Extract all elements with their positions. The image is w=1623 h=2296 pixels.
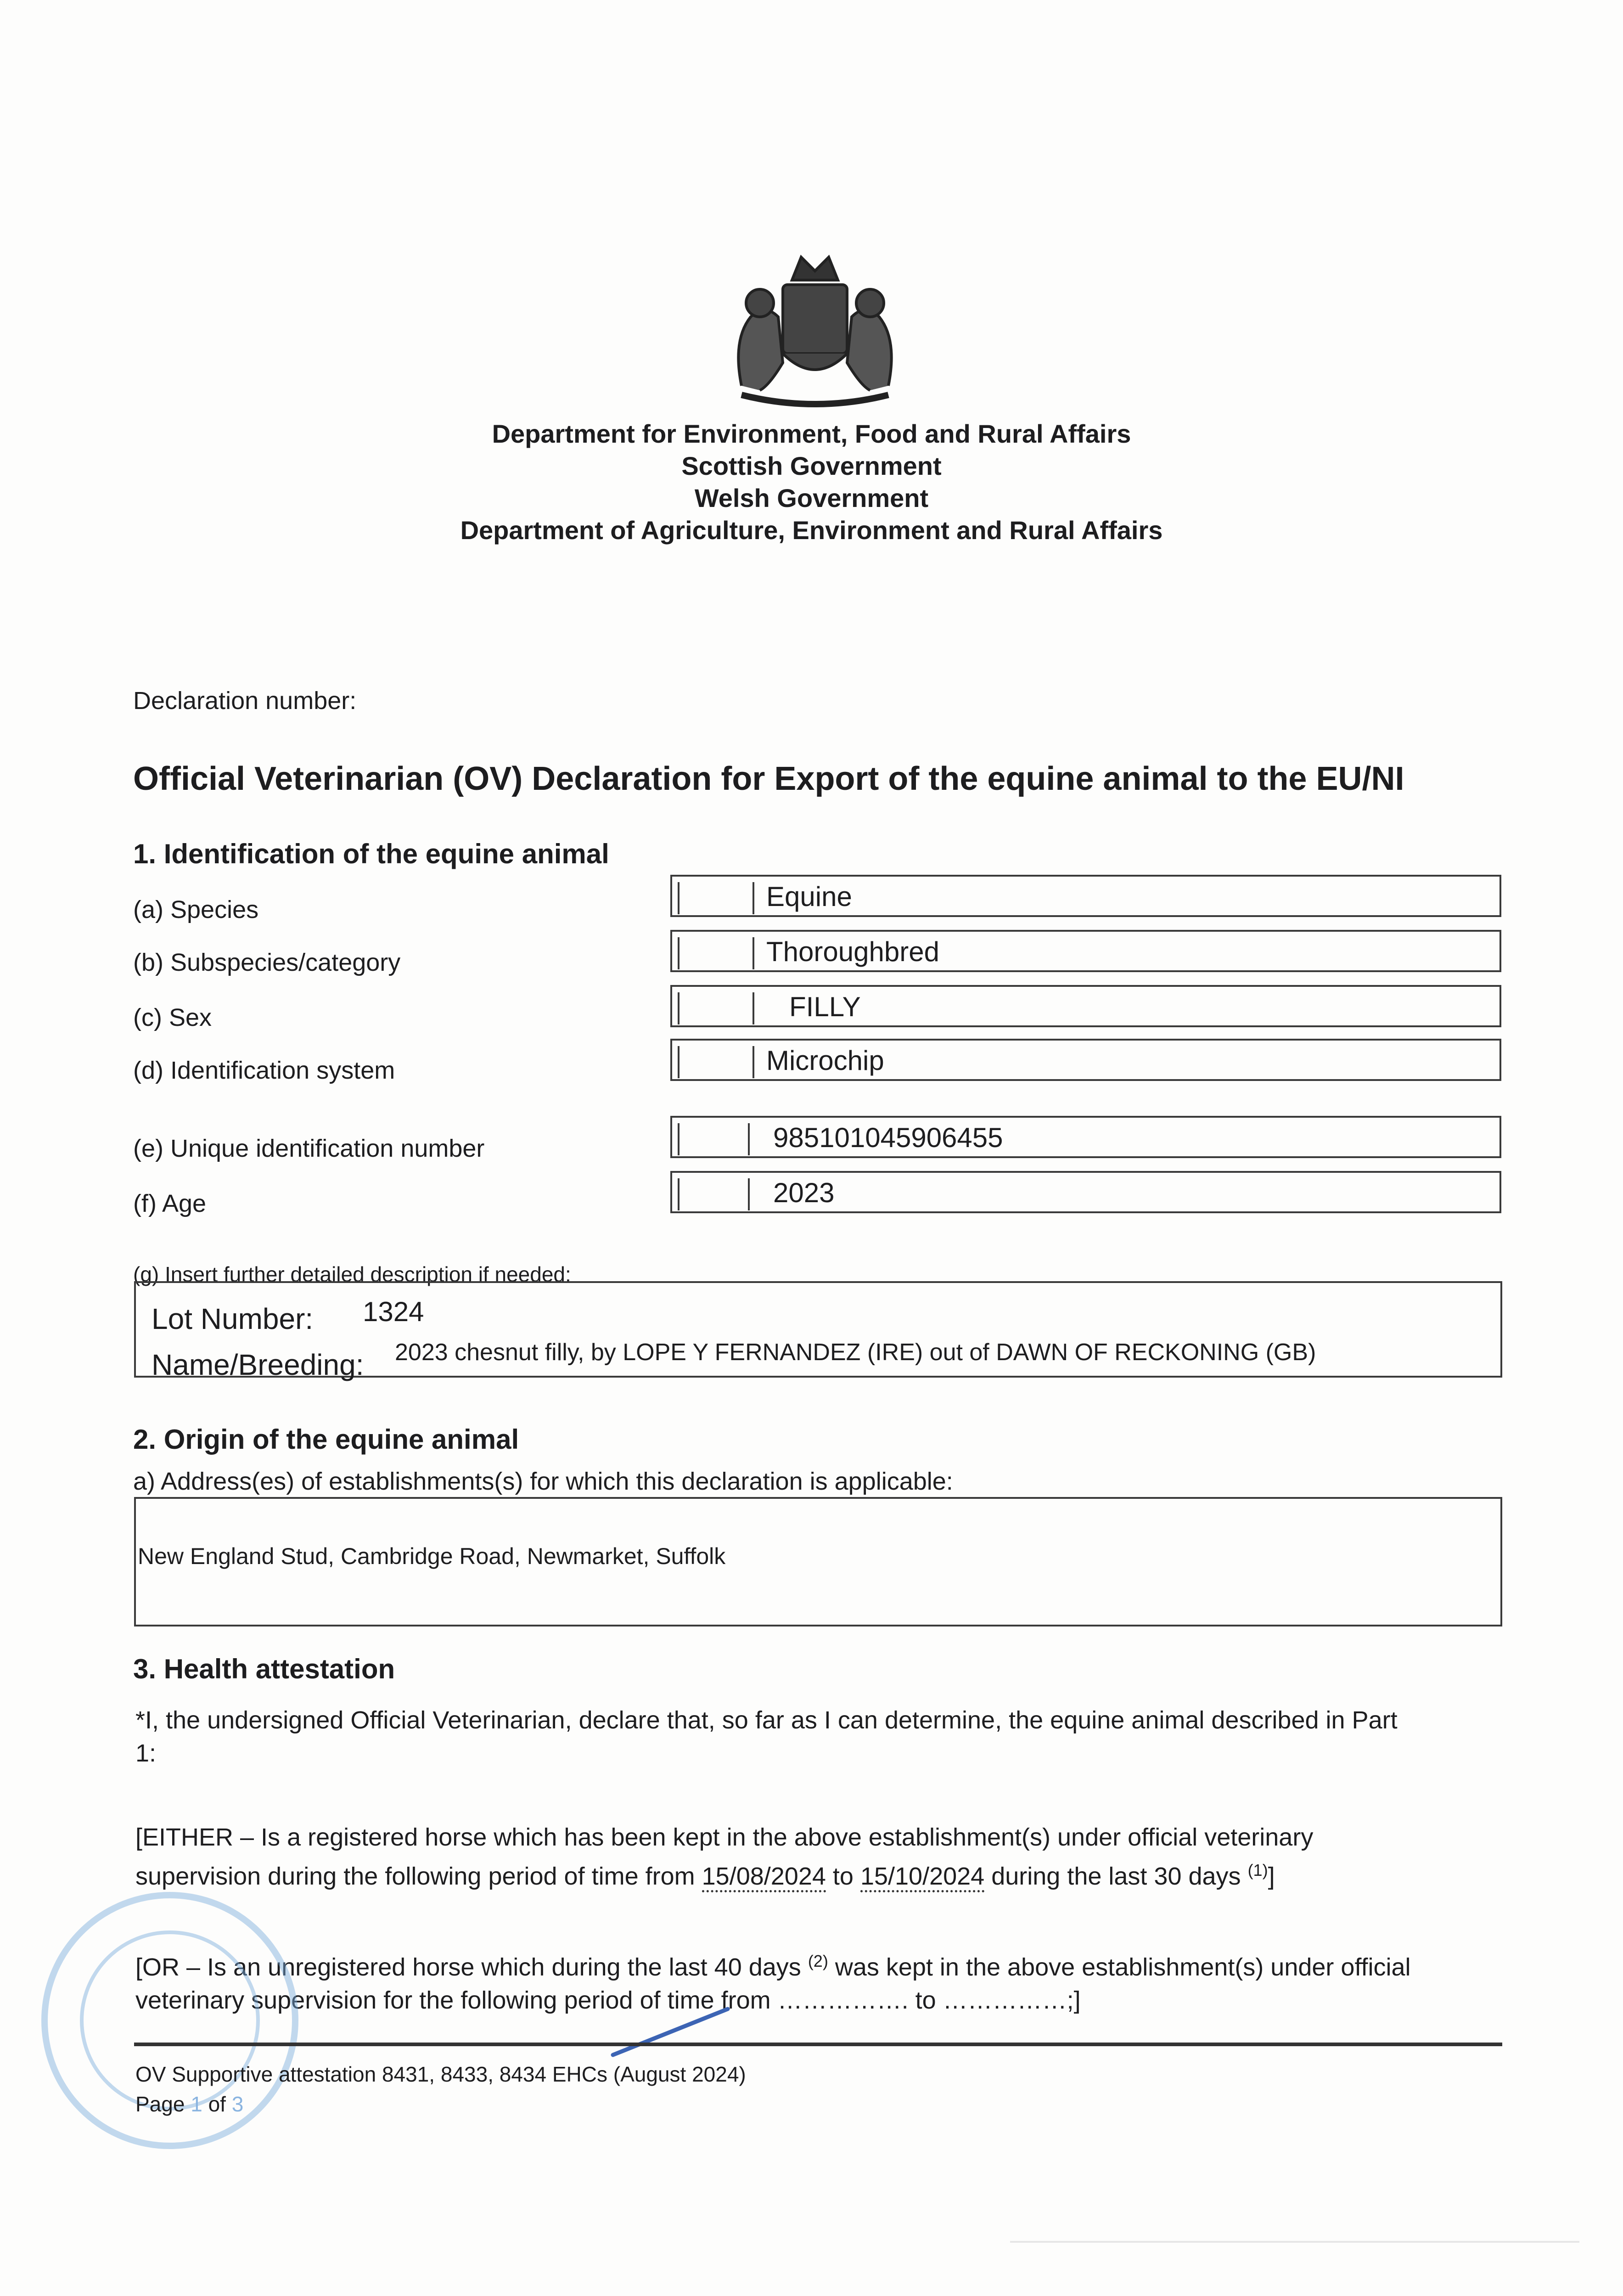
identification-system-value: Microchip — [766, 1045, 884, 1076]
species-value: Equine — [766, 881, 852, 912]
species-label: (a) Species — [133, 896, 259, 923]
either-to-date: 15/10/2024 — [860, 1863, 984, 1892]
department-line: Scottish Government — [681, 451, 942, 480]
either-line — [135, 1854, 1513, 1893]
either-text: ] — [1268, 1863, 1275, 1890]
page-number — [135, 2092, 243, 2116]
sex-field — [670, 985, 1501, 1027]
or-line — [135, 1945, 1513, 1984]
subspecies-value: Thoroughbred — [766, 936, 939, 967]
page-total: 3 — [231, 2092, 244, 2116]
either-from-date: 15/08/2024 — [702, 1863, 826, 1892]
department-line: Welsh Government — [694, 484, 929, 512]
page-word: Page — [135, 2092, 185, 2116]
identification-system-field — [670, 1039, 1501, 1081]
subspecies-label: (b) Subspecies/category — [133, 949, 401, 976]
either-paragraph — [135, 1821, 1513, 1893]
either-text: during the last 30 days — [984, 1863, 1248, 1890]
scan-edge-line — [1010, 2241, 1579, 2243]
footnote-ref: (1) — [1247, 1861, 1268, 1880]
or-text: was kept in the above establishment(s) under official — [828, 1953, 1411, 1981]
or-paragraph — [135, 1945, 1513, 2017]
section3-title: 3. Health attestation — [133, 1654, 395, 1684]
name-breeding-label: Name/Breeding: — [152, 1348, 364, 1381]
species-field — [670, 875, 1501, 917]
health-intro-paragraph — [135, 1704, 1513, 1770]
unique-id-value: 985101045906455 — [773, 1122, 1003, 1153]
pen-strike-mark-icon — [611, 2007, 730, 2057]
subspecies-field — [670, 930, 1501, 972]
age-field — [670, 1171, 1501, 1213]
either-text: to — [826, 1863, 860, 1890]
royal-coat-of-arms-icon — [714, 248, 916, 413]
section1-title: 1. Identification of the equine animal — [133, 838, 609, 869]
address-value: New England Stud, Cambridge Road, Newmarket, Suffolk — [138, 1543, 726, 1569]
either-line: [EITHER – Is a registered horse which has been kept in the above establishment(s) under official veterinary — [135, 1823, 1314, 1851]
address-label: a) Address(es) of establishments(s) for which this declaration is applicable: — [133, 1468, 953, 1495]
or-line: veterinary supervision for the following period of time from ……………. to ……………;] — [135, 1986, 1081, 2014]
identification-system-label: (d) Identification system — [133, 1057, 395, 1084]
name-breeding-value: 2023 chesnut filly, by LOPE Y FERNANDEZ (IRE) out of DAWN OF RECKONING (GB) — [395, 1339, 1316, 1366]
department-line: Department for Environment, Food and Rural Affairs — [492, 419, 1131, 448]
section2-title: 2. Origin of the equine animal — [133, 1424, 519, 1455]
or-text: [OR – Is an unregistered horse which during the last 40 days — [135, 1953, 808, 1981]
lot-number-label: Lot Number: — [152, 1302, 314, 1335]
footnote-ref: (2) — [808, 1952, 828, 1970]
sex-value: FILLY — [789, 991, 861, 1022]
footer-rule — [134, 2043, 1502, 2046]
page-current: 1 — [191, 2092, 202, 2116]
further-description-label: (g) Insert further detailed description if needed: — [133, 1262, 571, 1286]
health-intro-line: 1: — [135, 1739, 157, 1767]
age-label: (f) Age — [133, 1190, 207, 1217]
age-value: 2023 — [773, 1177, 835, 1208]
document-title: Official Veterinarian (OV) Declaration for Export of the equine animal to the EU/NI — [133, 760, 1404, 797]
footer-attestation: OV Supportive attestation 8431, 8433, 8434 EHCs (August 2024) — [135, 2062, 746, 2086]
health-intro-line: *I, the undersigned Official Veterinarian, declare that, so far as I can determine, the equine animal described in Part — [135, 1706, 1398, 1734]
either-text: supervision during the following period of time from — [135, 1863, 702, 1890]
declaration-number-label: Declaration number: — [133, 687, 357, 715]
of-word: of — [208, 2092, 226, 2116]
unique-id-label: (e) Unique identification number — [133, 1135, 485, 1162]
sex-label: (c) Sex — [133, 1004, 212, 1031]
unique-id-field — [670, 1116, 1501, 1158]
lot-number-value: 1324 — [363, 1296, 424, 1327]
department-line: Department of Agriculture, Environment and Rural Affairs — [460, 516, 1163, 545]
